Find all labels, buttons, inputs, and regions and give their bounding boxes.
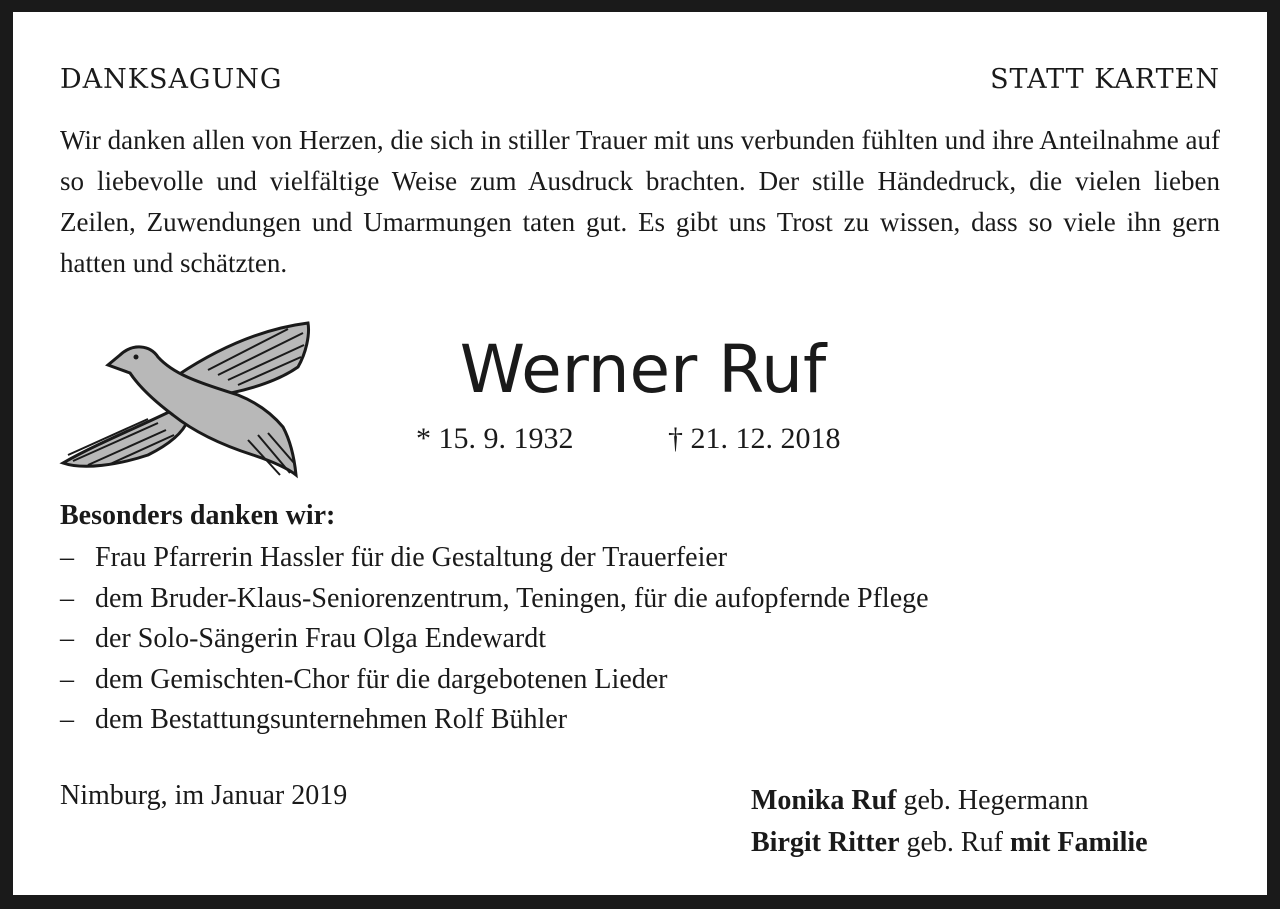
list-item-text: Frau Pfarrerin Hassler für die Gestaltung der Trauerfeier — [95, 542, 728, 573]
list-item — [60, 538, 929, 579]
list-dash: – — [60, 663, 74, 695]
signature-line-2 — [751, 822, 1148, 864]
list-item — [60, 579, 929, 620]
dove-icon — [58, 315, 313, 480]
list-dash: – — [60, 704, 74, 735]
signer-rest-2: geb. Ruf — [899, 827, 1010, 858]
obituary-card — [13, 12, 1267, 895]
intro-paragraph: Wir danken allen von Herzen, die sich in stiller Trauer mit uns verbunden fühlten und ihre Anteilnahme auf so liebevolle und vielfältige Weise zum Ausdruck brachten. Der stille Händedruck, die vielen lieben Zeilen, Zuwendungen und Umarmungen taten gut. Es gibt uns Trost zu wissen, dass so viele ihn gern hatten und schätzten. — [60, 125, 1220, 278]
list-item-text: dem Bruder-Klaus-Seniorenzentrum, Teningen, für die aufopfernde Pflege — [95, 582, 929, 614]
list-item-text: dem Gemischten-Chor für die dargebotenen Lieder — [95, 663, 668, 695]
death-date: † 21. 12. 2018 — [668, 422, 841, 455]
list-item — [60, 660, 929, 701]
list-item-text: dem Bestattungsunternehmen Rolf Bühler — [95, 704, 568, 735]
list-dash: – — [60, 582, 74, 614]
deceased-name: Werner Ruf — [459, 331, 827, 408]
list-dash: – — [60, 542, 74, 573]
thanks-list — [60, 538, 929, 741]
signer-suffix-2: mit Familie — [1009, 827, 1148, 858]
header-statt-karten: STATT KARTEN — [990, 64, 1220, 95]
header-danksagung: DANKSAGUNG — [60, 64, 283, 95]
signer-name-1: Monika Ruf — [751, 785, 897, 816]
list-item-text: der Solo-Sängerin Frau Olga Endewardt — [95, 623, 546, 654]
list-item — [60, 619, 929, 660]
list-item — [60, 700, 929, 741]
birth-date: * 15. 9. 1932 — [416, 422, 574, 455]
signature-line-1 — [751, 780, 1148, 822]
signer-name-2: Birgit Ritter — [751, 827, 900, 858]
signatures — [751, 780, 1148, 864]
thanks-heading: Besonders danken wir: — [60, 500, 336, 531]
signer-rest-1: geb. Hegermann — [896, 785, 1089, 816]
place-date: Nimburg, im Januar 2019 — [60, 780, 348, 811]
list-dash: – — [60, 623, 74, 654]
